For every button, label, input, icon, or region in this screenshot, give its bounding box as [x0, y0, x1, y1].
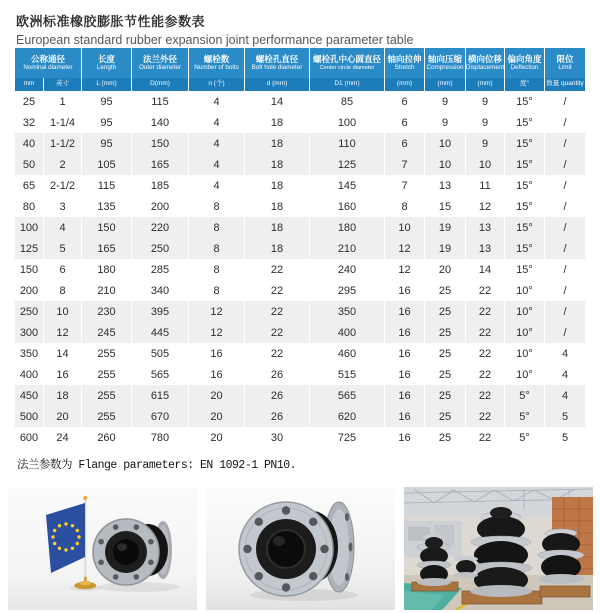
table-cell: 15° — [505, 217, 544, 238]
header-zh: 轴向压缩 — [427, 53, 462, 64]
table-header — [15, 48, 585, 91]
footer-note: 法兰参数为 Flange parameters: EN 1092-1 PN10. — [17, 459, 297, 472]
table-cell: 40 — [15, 133, 43, 154]
table-cell: 10° — [505, 301, 544, 322]
table-cell: 7 — [385, 175, 424, 196]
table-cell: 15° — [505, 133, 544, 154]
header-zh: 横向位移 — [467, 53, 502, 64]
table-cell: 150 — [82, 217, 131, 238]
table-cell: 9 — [466, 133, 504, 154]
table-cell: 9 — [425, 91, 465, 112]
table-cell: 185 — [132, 175, 188, 196]
table-cell: 4 — [545, 385, 585, 406]
table-cell: 32 — [15, 112, 43, 133]
table-cell: 1-1/2 — [44, 133, 81, 154]
table-row — [15, 217, 585, 238]
table-cell: 19 — [425, 217, 465, 238]
table-cell: 25 — [425, 385, 465, 406]
table-cell: 8 — [189, 280, 244, 301]
table-cell: 670 — [132, 406, 188, 427]
table-cell: 2-1/2 — [44, 175, 81, 196]
table-cell: 20 — [189, 406, 244, 427]
header-en: Nominal diameter — [23, 64, 73, 72]
table-cell: 22 — [466, 385, 504, 406]
table-cell: 22 — [245, 280, 309, 301]
table-cell: 25 — [425, 280, 465, 301]
table-cell: 7 — [385, 154, 424, 175]
table-cell: 5° — [505, 427, 544, 448]
table-cell: / — [545, 175, 585, 196]
table-cell: 26 — [245, 406, 309, 427]
table-cell: 135 — [82, 196, 131, 217]
table-cell: 230 — [82, 301, 131, 322]
table-cell: 25 — [15, 91, 43, 112]
table-cell: 260 — [82, 427, 131, 448]
table-cell: 80 — [15, 196, 43, 217]
rubber-expansion-joint-closeup-photo — [206, 487, 395, 610]
table-cell: 16 — [385, 406, 424, 427]
table-cell: 4 — [44, 217, 81, 238]
table-cell: 160 — [310, 196, 384, 217]
warehouse-joint-stock-photo — [404, 487, 593, 610]
table-cell: 4 — [545, 364, 585, 385]
table-cell: 22 — [245, 301, 309, 322]
header-zh: 螺栓孔直径 — [255, 53, 299, 64]
table-cell: 14 — [466, 259, 504, 280]
header-zh: 轴向拉伸 — [387, 53, 422, 64]
table-cell: 22 — [466, 406, 504, 427]
table-cell: 8 — [44, 280, 81, 301]
table-cell: 240 — [310, 259, 384, 280]
eu-flag-joint-illustration — [8, 487, 197, 610]
table-cell: 350 — [15, 343, 43, 364]
table-cell: 12 — [44, 322, 81, 343]
product-photos — [8, 487, 593, 610]
table-cell: 26 — [245, 364, 309, 385]
unit-bolt-hole: d (mm) — [245, 78, 309, 91]
table-cell: 12 — [189, 322, 244, 343]
table-cell: 18 — [245, 175, 309, 196]
header-en: Deflection — [510, 64, 539, 72]
header-bolt-hole-diameter — [245, 48, 309, 78]
table-cell: / — [545, 280, 585, 301]
table-cell: 26 — [245, 385, 309, 406]
table-cell: 16 — [385, 322, 424, 343]
header-compression — [425, 48, 465, 78]
table-cell: 5° — [505, 385, 544, 406]
table-cell: 145 — [310, 175, 384, 196]
table-cell: / — [545, 196, 585, 217]
table-cell: 22 — [245, 322, 309, 343]
table-cell: 295 — [310, 280, 384, 301]
table-cell: 285 — [132, 259, 188, 280]
table-cell: / — [545, 91, 585, 112]
header-outer-diameter — [132, 48, 188, 78]
table-cell: 5 — [545, 427, 585, 448]
table-cell: / — [545, 133, 585, 154]
table-cell: 125 — [15, 238, 43, 259]
table-cell: 4 — [189, 112, 244, 133]
table-cell: 10° — [505, 280, 544, 301]
table-cell: 505 — [132, 343, 188, 364]
header-zh: 公称通径 — [30, 53, 65, 64]
table-cell: 450 — [15, 385, 43, 406]
header-en: Compression — [426, 64, 464, 72]
table-row — [15, 385, 585, 406]
header-deflection — [505, 48, 544, 78]
table-cell: 6 — [44, 259, 81, 280]
table-row — [15, 280, 585, 301]
table-cell: 8 — [189, 196, 244, 217]
unit-inch: 英寸 — [44, 78, 81, 91]
table-row — [15, 133, 585, 154]
table-cell: 18 — [44, 385, 81, 406]
table-cell: / — [545, 259, 585, 280]
table-cell: 18 — [245, 133, 309, 154]
table-cell: 250 — [132, 238, 188, 259]
table-cell: 615 — [132, 385, 188, 406]
table-cell: 165 — [132, 154, 188, 175]
table-cell: 8 — [189, 217, 244, 238]
table-cell: 22 — [245, 259, 309, 280]
table-cell: 20 — [189, 385, 244, 406]
table-cell: 780 — [132, 427, 188, 448]
table-cell: 95 — [82, 91, 131, 112]
table-cell: / — [545, 112, 585, 133]
unit-stretch: (mm) — [385, 78, 424, 91]
table-cell: 16 — [385, 427, 424, 448]
table-cell: 115 — [82, 175, 131, 196]
table-cell: 255 — [82, 364, 131, 385]
table-cell: 10° — [505, 322, 544, 343]
table-cell: 65 — [15, 175, 43, 196]
warehouse-illustration — [404, 487, 593, 610]
table-cell: 20 — [189, 427, 244, 448]
table-cell: 15° — [505, 259, 544, 280]
table-cell: 16 — [385, 343, 424, 364]
header-en: Length — [96, 64, 117, 72]
unit-mm: mm — [15, 78, 43, 91]
table-cell: 19 — [425, 238, 465, 259]
header-nominal-diameter — [15, 48, 81, 78]
table-cell: 22 — [466, 343, 504, 364]
table-row — [15, 322, 585, 343]
header-en: Number of bolts — [194, 64, 239, 72]
table-cell: 22 — [245, 343, 309, 364]
table-row — [15, 427, 585, 448]
table-body — [15, 91, 585, 448]
table-row — [15, 175, 585, 196]
header-zh: 法兰外径 — [142, 53, 177, 64]
table-cell: 25 — [425, 406, 465, 427]
table-cell: 5 — [44, 238, 81, 259]
table-cell: 14 — [44, 343, 81, 364]
table-cell: 25 — [425, 364, 465, 385]
table-cell: 8 — [385, 196, 424, 217]
table-cell: / — [545, 154, 585, 175]
table-cell: 140 — [132, 112, 188, 133]
table-cell: 500 — [15, 406, 43, 427]
table-cell: 4 — [189, 154, 244, 175]
table-cell: 22 — [466, 427, 504, 448]
header-en: Bolt hole diameter — [251, 64, 303, 72]
table-cell: 250 — [15, 301, 43, 322]
table-cell: 16 — [385, 385, 424, 406]
table-cell: 10 — [385, 217, 424, 238]
table-cell: 85 — [310, 91, 384, 112]
table-cell: 100 — [310, 112, 384, 133]
table-cell: 105 — [82, 154, 131, 175]
table-cell: 16 — [189, 343, 244, 364]
table-cell: 15 — [425, 196, 465, 217]
table-cell: 12 — [466, 196, 504, 217]
table-cell: 110 — [310, 133, 384, 154]
header-limit — [545, 48, 585, 78]
table-cell: / — [545, 238, 585, 259]
table-cell: 16 — [385, 280, 424, 301]
table-cell: 2 — [44, 154, 81, 175]
table-cell: 50 — [15, 154, 43, 175]
table-cell: 10° — [505, 343, 544, 364]
table-cell: 300 — [15, 322, 43, 343]
table-cell: 3 — [44, 196, 81, 217]
table-row — [15, 91, 585, 112]
table-cell: 25 — [425, 343, 465, 364]
table-cell: 245 — [82, 322, 131, 343]
table-cell: 18 — [245, 154, 309, 175]
table-cell: 6 — [385, 112, 424, 133]
table-row — [15, 343, 585, 364]
table-cell: 30 — [245, 427, 309, 448]
table-cell: 4 — [189, 133, 244, 154]
table-cell: 15° — [505, 154, 544, 175]
table-cell: 15° — [505, 91, 544, 112]
table-cell: 12 — [189, 301, 244, 322]
header-zh: 限位 — [556, 53, 574, 64]
table-cell: 12 — [385, 238, 424, 259]
table-cell: 4 — [545, 343, 585, 364]
unit-bolts: n (个) — [189, 78, 244, 91]
header-zh: 偏向角度 — [507, 53, 542, 64]
table-cell: 400 — [15, 364, 43, 385]
table-cell: 22 — [466, 301, 504, 322]
table-cell: 8 — [189, 238, 244, 259]
table-cell: 4 — [189, 91, 244, 112]
table-cell: 18 — [245, 112, 309, 133]
table-cell: 25 — [425, 427, 465, 448]
unit-center-circle: D1 (mm) — [310, 78, 384, 91]
header-displacement — [466, 48, 504, 78]
table-cell: 18 — [245, 217, 309, 238]
table-cell: 95 — [82, 112, 131, 133]
table-cell: 6 — [385, 91, 424, 112]
table-cell: 1-1/4 — [44, 112, 81, 133]
joint-closeup-illustration — [206, 487, 395, 610]
table-cell: 22 — [466, 364, 504, 385]
table-cell: 565 — [310, 385, 384, 406]
header-en: Limit — [558, 64, 572, 72]
table-cell: 13 — [425, 175, 465, 196]
header-zh: 螺栓数 — [203, 53, 230, 64]
table-cell: 16 — [44, 364, 81, 385]
table-cell: 210 — [310, 238, 384, 259]
table-cell: 18 — [245, 238, 309, 259]
table-cell: 9 — [466, 112, 504, 133]
table-cell: 15° — [505, 112, 544, 133]
table-row — [15, 259, 585, 280]
eu-flag-with-rubber-joint-photo — [8, 487, 197, 610]
table-cell: 200 — [15, 280, 43, 301]
table-cell: / — [545, 217, 585, 238]
table-cell: 100 — [15, 217, 43, 238]
parameter-table — [15, 48, 585, 448]
table-cell: 125 — [310, 154, 384, 175]
table-cell: 4 — [189, 175, 244, 196]
table-cell: 565 — [132, 364, 188, 385]
table-cell: 180 — [310, 217, 384, 238]
table-cell: 9 — [466, 91, 504, 112]
table-cell: 515 — [310, 364, 384, 385]
table-cell: 11 — [466, 175, 504, 196]
table-cell: 13 — [466, 238, 504, 259]
table-cell: 12 — [385, 259, 424, 280]
table-cell: 255 — [82, 343, 131, 364]
unit-length: L (mm) — [82, 78, 131, 91]
table-cell: 10 — [425, 154, 465, 175]
table-cell: 10 — [425, 133, 465, 154]
header-center-circle-diameter — [310, 48, 384, 78]
table-cell: 15° — [505, 238, 544, 259]
table-cell: 1 — [44, 91, 81, 112]
table-row — [15, 406, 585, 427]
table-cell: 10 — [44, 301, 81, 322]
table-cell: 95 — [82, 133, 131, 154]
table-cell: 18 — [245, 196, 309, 217]
table-cell: 400 — [310, 322, 384, 343]
table-cell: 24 — [44, 427, 81, 448]
table-cell: 340 — [132, 280, 188, 301]
table-cell: 150 — [15, 259, 43, 280]
table-cell: 9 — [425, 112, 465, 133]
unit-compression: (mm) — [425, 78, 465, 91]
table-cell: 10° — [505, 364, 544, 385]
header-en: Center circle diameter — [319, 64, 375, 71]
table-row — [15, 301, 585, 322]
table-row — [15, 364, 585, 385]
table-cell: 22 — [466, 322, 504, 343]
table-cell: 5° — [505, 406, 544, 427]
table-cell: / — [545, 322, 585, 343]
table-cell: 210 — [82, 280, 131, 301]
table-cell: 25 — [425, 322, 465, 343]
table-cell: 350 — [310, 301, 384, 322]
table-cell: 20 — [425, 259, 465, 280]
unit-displacement: (mm) — [466, 78, 504, 91]
table-row — [15, 238, 585, 259]
table-cell: 22 — [466, 280, 504, 301]
header-zh: 螺栓孔中心圆直径 — [312, 54, 381, 65]
table-row — [15, 112, 585, 133]
page-subtitle: European standard rubber expansion joint performance parameter table — [16, 33, 414, 47]
table-cell: 445 — [132, 322, 188, 343]
table-cell: 10 — [466, 154, 504, 175]
table-cell: 25 — [425, 301, 465, 322]
unit-deflection: 度° — [505, 78, 544, 91]
table-cell: 395 — [132, 301, 188, 322]
table-cell: 5 — [545, 406, 585, 427]
page-title: 欧洲标准橡胶膨胀节性能参数表 — [16, 14, 206, 29]
table-cell: 6 — [385, 133, 424, 154]
table-cell: 14 — [245, 91, 309, 112]
header-stretch — [385, 48, 424, 78]
header-zh: 长度 — [97, 53, 115, 64]
table-cell: 16 — [385, 301, 424, 322]
table-cell: 620 — [310, 406, 384, 427]
table-cell: / — [545, 301, 585, 322]
table-cell: 150 — [132, 133, 188, 154]
table-cell: 16 — [189, 364, 244, 385]
table-cell: 8 — [189, 259, 244, 280]
header-en: Stretch — [394, 64, 415, 72]
table-cell: 13 — [466, 217, 504, 238]
header-number-of-bolts — [189, 48, 244, 78]
table-cell: 600 — [15, 427, 43, 448]
header-en: Displacement — [466, 64, 504, 72]
table-cell: 20 — [44, 406, 81, 427]
table-cell: 255 — [82, 385, 131, 406]
table-cell: 200 — [132, 196, 188, 217]
table-cell: 180 — [82, 259, 131, 280]
table-row — [15, 196, 585, 217]
table-cell: 460 — [310, 343, 384, 364]
table-cell: 220 — [132, 217, 188, 238]
table-cell: 115 — [132, 91, 188, 112]
table-cell: 165 — [82, 238, 131, 259]
table-cell: 15° — [505, 196, 544, 217]
header-en: Outer diameter — [139, 64, 181, 72]
page-titles — [16, 11, 413, 47]
table-cell: 725 — [310, 427, 384, 448]
unit-limit: 数量 quantity — [545, 78, 585, 91]
table-cell: 16 — [385, 364, 424, 385]
unit-outer-diameter: D(mm) — [132, 78, 188, 91]
header-length — [82, 48, 131, 78]
table-row — [15, 154, 585, 175]
table-cell: 255 — [82, 406, 131, 427]
table-cell: 15° — [505, 175, 544, 196]
